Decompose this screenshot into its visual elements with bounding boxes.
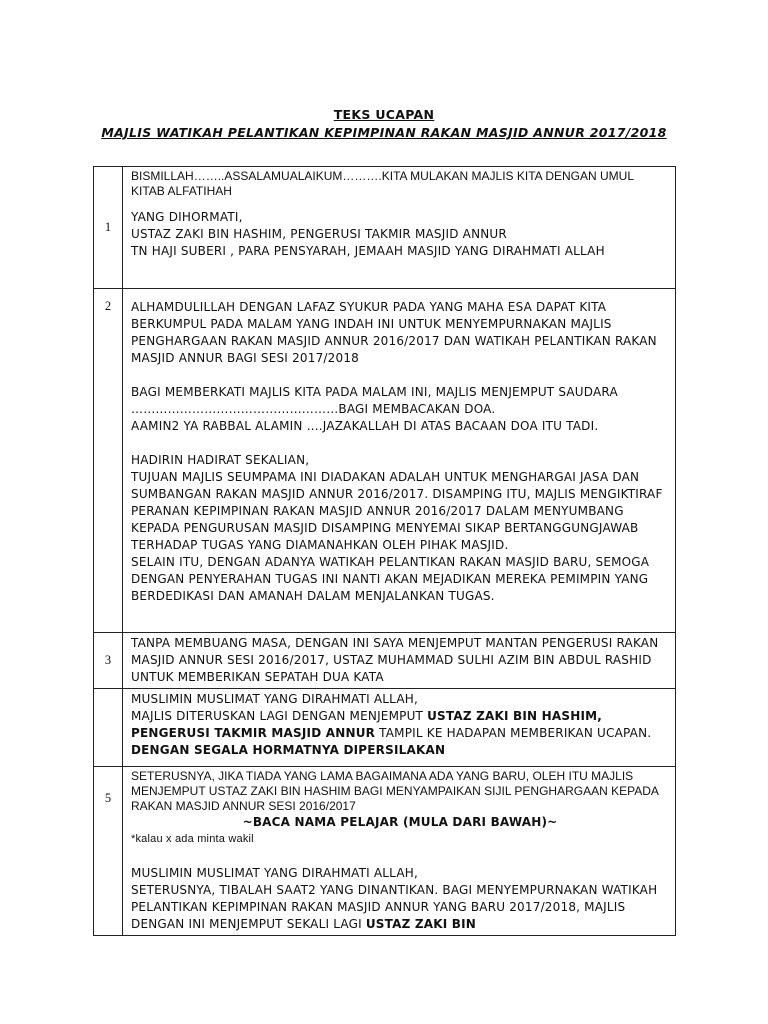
- speaker-name: USTAZ ZAKI BIN: [365, 917, 477, 931]
- paragraph: HADIRIN HADIRAT SEKALIAN,: [131, 453, 310, 467]
- row-number: 5: [94, 767, 123, 936]
- row-number: 2: [94, 289, 123, 633]
- paragraph: ALHAMDULILLAH DENGAN LAFAZ SYUKUR PADA YANG MAHA ESA DAPAT KITA BERKUMPUL PADA MALAM YANG INDAH INI UNTUK MENYEMPURNAKAN MAJLIS PENGHARGAAN RAKAN MASJID ANNUR 2016/2017 DAN WATIKAH PELANTIKAN RAKAN MASJID ANNUR BAGI SESI 2017/2018: [131, 300, 657, 365]
- document-title: TEKS UCAPAN: [333, 107, 435, 122]
- paragraph: SETERUSNYA, TIBALAH SAAT2 YANG DINANTIKAN. BAGI MENYEMPURNAKAN WATIKAH PELANTIKAN KEPIMPINAN RAKAN MASJID ANNUR YANG BARU 2017/2018, MAJLIS DENGAN INI MENJEMPUT SEKALI LAGI USTAZ ZAKI BIN: [131, 883, 658, 931]
- paragraph: MAJLIS DITERUSKAN LAGI DENGAN MENJEMPUT USTAZ ZAKI BIN HASHIM, PENGERUSI TAKMIR MASJID ANNUR TAMPIL KE HADAPAN MEMBERIKAN UCAPAN.: [131, 709, 652, 740]
- table-row: [94, 767, 676, 936]
- greeting-line: YANG DIHORMATI,: [131, 210, 243, 224]
- opening-text: SETERUSNYA, JIKA TIADA YANG LAMA BAGAIMANA ADA YANG BARU, OLEH ITU MAJLIS MENJEMPUT USTAZ ZAKI BIN HASHIM BAGI MENYAMPAIKAN SIJIL PENGHARGAAN KEPADA RAKAN MASJID ANNUR SESI 2016/2017: [131, 769, 659, 813]
- invitation-line: DENGAN SEGALA HORMATNYA DIPERSILAKAN: [131, 743, 446, 757]
- paragraph: BAGI MEMBERKATI MAJLIS KITA PADA MALAM INI, MAJLIS MENJEMPUT SAUDARA ……………………………………………BAGI MEMBACAKAN DOA.: [131, 385, 618, 416]
- opening-text: BISMILLAH……..ASSALAMUALAIKUM……….KITA MULAKAN MAJLIS KITA DENGAN UMUL KITAB ALFATIHAH: [131, 169, 634, 198]
- table-row: [94, 689, 676, 767]
- document-subtitle: MAJLIS WATIKAH PELANTIKAN KEPIMPINAN RAKAN MASJID ANNUR 2017/2018: [101, 125, 667, 140]
- paragraph: AAMIN2 YA RABBAL ALAMIN ….JAZAKALLAH DI ATAS BACAAN DOA ITU TADI.: [131, 419, 599, 433]
- paragraph: TANPA MEMBUANG MASA, DENGAN INI SAYA MENJEMPUT MANTAN PENGERUSI RAKAN MASJID ANNUR SESI 2016/2017, USTAZ MUHAMMAD SULHI AZIM BIN ABDUL RASHID UNTUK MEMBERIKAN SEPATAH DUA KATA: [131, 636, 659, 684]
- row-content: [123, 633, 676, 689]
- note-text: *kalau x ada minta wakil: [131, 833, 254, 845]
- speech-table: [93, 166, 676, 936]
- instruction-line: ~BACA NAMA PELAJAR (MULA DARI BAWAH)~: [242, 815, 558, 829]
- speaker-name: USTAZ ZAKI BIN HASHIM, PENGERUSI TAKMIR MASJID ANNUR: [131, 709, 603, 740]
- row-number: 3: [94, 633, 123, 689]
- paragraph: MUSLIMIN MUSLIMAT YANG DIRAHMATI ALLAH,: [131, 692, 418, 706]
- paragraph: TUJUAN MAJLIS SEUMPAMA INI DIADAKAN ADALAH UNTUK MENGHARGAI JASA DAN SUMBANGAN RAKAN MASJID ANNUR 2016/2017. DISAMPING ITU, MAJLIS MENGIKTIRAF PERANAN KEPIMPINAN RAKAN MASJID ANNUR 2016/2017 DALAM MENYUMBANG KEPADA PENGURUSAN MASJID DISAMPING MENYEMAI SIKAP BERTANGGUNGJAWAB TERHADAP TUGAS YANG DIAMANAHKAN OLEH PIHAK MASJID.: [131, 470, 663, 552]
- row-content: [123, 689, 676, 767]
- table-row: [94, 633, 676, 689]
- row-content: [123, 767, 676, 936]
- paragraph: SELAIN ITU, DENGAN ADANYA WATIKAH PELANTIKAN RAKAN MASJID BARU, SEMOGA DENGAN PENYERAHAN TUGAS INI NANTI AKAN MEJADIKAN MEREKA PEMIMPIN YANG BERDEDIKASI DAN AMANAH DALAM MENJALANKAN TUGAS.: [131, 555, 650, 603]
- greeting-line: USTAZ ZAKI BIN HASHIM, PENGERUSI TAKMIR MASJID ANNUR: [131, 227, 507, 241]
- table-row: [94, 289, 676, 633]
- paragraph: MUSLIMIN MUSLIMAT YANG DIRAHMATI ALLAH,: [131, 866, 418, 880]
- greeting-line: TN HAJI SUBERI , PARA PENSYARAH, JEMAAH MASJID YANG DIRAHMATI ALLAH: [131, 244, 605, 258]
- row-number: [94, 689, 123, 767]
- table-row: [94, 167, 676, 289]
- row-content: [123, 289, 676, 633]
- row-content: [123, 167, 676, 289]
- row-number: 1: [94, 167, 123, 289]
